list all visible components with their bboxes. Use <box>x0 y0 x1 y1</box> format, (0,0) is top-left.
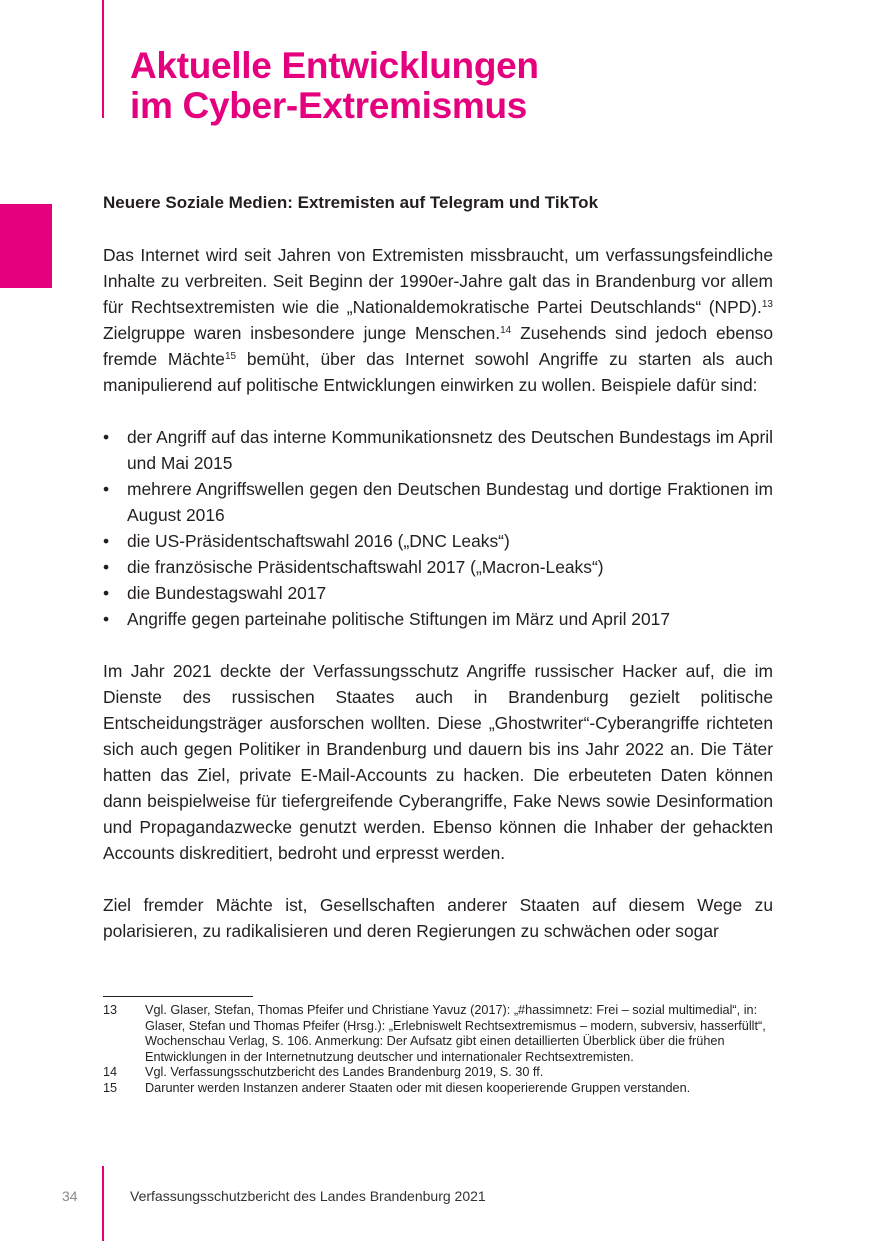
bullet-icon: • <box>103 609 110 629</box>
list-item-text: der Angriff auf das interne Kommunikationsnetz des Deutschen Bundestags im April und Mai 2015 <box>127 427 773 473</box>
footnote-14 <box>103 1065 775 1081</box>
list-item-text: die Bundestagswahl 2017 <box>127 583 327 603</box>
footnote-text: Vgl. Glaser, Stefan, Thomas Pfeifer und Christiane Yavuz (2017): „#hassimnetz: Frei – sozial multimedial“, in: Glaser, Stefan und Thomas Pfeifer (Hrsg.): „Erlebniswelt Rechtsextremismus – modern, subversiv, hasserfüllt“, Wochenschau Verlag, S. 106. Anmerkung: Der Aufsatz gibt einen detaillierten Überblick über die frühen Entwicklungen in der Internetnutzung deutscher und internationaler Rechtsextremisten. <box>145 1003 766 1064</box>
footnote-15 <box>103 1081 775 1097</box>
list-item <box>103 606 773 632</box>
footnote-ref-14[interactable]: 14 <box>500 325 512 336</box>
footnote-divider <box>103 996 253 997</box>
list-item <box>103 580 773 606</box>
list-item-text: die französische Präsidentschaftswahl 2017 („Macron-Leaks“) <box>127 557 604 577</box>
section-subheading: Neuere Soziale Medien: Extremisten auf Telegram und TikTok <box>103 193 599 212</box>
footnote-number: 15 <box>103 1080 118 1095</box>
chapter-marker-tab <box>0 204 52 288</box>
footer-accent-line <box>102 1166 104 1241</box>
bullet-icon: • <box>103 427 110 447</box>
bullet-icon: • <box>103 583 110 603</box>
paragraph-intro-part-a: Das Internet wird seit Jahren von Extremisten missbraucht, um verfassungsfeindliche Inhalte zu verbreiten. Seit Beginn der 1990er-Jahre galt das in Brandenburg vor allem für Rechtsextremisten wie die „Nationaldemokratische Partei Deutschlands“ (NPD). <box>103 245 773 317</box>
paragraph-foreign-powers: Ziel fremder Mächte ist, Gesellschaften anderer Staaten auf diesem Wege zu polarisieren, zu radikalisieren und deren Regierungen zu schwächen oder sogar <box>103 895 773 941</box>
list-item <box>103 528 773 554</box>
list-item <box>103 554 773 580</box>
footnote-number: 13 <box>103 1003 118 1017</box>
list-item-text: die US-Präsidentschaftswahl 2016 („DNC Leaks“) <box>127 531 510 551</box>
footer-title: Verfassungsschutzbericht des Landes Brandenburg 2021 <box>130 1188 486 1204</box>
main-content <box>103 190 773 970</box>
list-item-text: Angriffe gegen parteinahe politische Stiftungen im März und April 2017 <box>127 609 670 629</box>
page-number: 34 <box>62 1188 78 1204</box>
footnote-ref-13[interactable]: 13 <box>761 299 773 310</box>
page-title-line-2: im Cyber-Extremismus <box>130 85 528 126</box>
footnote-13 <box>103 1003 775 1065</box>
list-item <box>103 424 773 476</box>
paragraph-intro-part-c: Zusehends sind jedoch ebenso fremde Mächte <box>103 323 774 369</box>
paragraph-ghostwriter: Im Jahr 2021 deckte der Verfassungsschutz Angriffe russischer Hacker auf, die im Dienste des russischen Staates auch in Brandenburg gezielt politische Entscheidungsträger ausforschen wollten. Diese „Ghostwriter“-Cyberangriffe richteten sich auch gegen Politiker in Brandenburg und dauern bis ins Jahr 2022 an. Die Täter hatten das Ziel, private E-Mail-Accounts zu hacken. Die erbeuteten Daten können dann beispielweise für tiefergreifende Cyberangriffe, Fake News sowie Desinformation und Propagandazwecke genutzt werden. Ebenso können die Inhaber der gehackten Accounts diskreditiert, bedroht und erpresst werden. <box>103 661 773 863</box>
footnote-number: 14 <box>103 1065 118 1079</box>
page-title-line-1: Aktuelle Entwicklungen <box>130 45 539 86</box>
bullet-icon: • <box>103 557 110 577</box>
list-item <box>103 476 773 528</box>
bullet-icon: • <box>103 479 110 499</box>
footnotes <box>103 1003 775 1096</box>
page-title <box>130 46 539 126</box>
footnote-text: Darunter werden Instanzen anderer Staaten oder mit diesen kooperierende Gruppen verstanden. <box>145 1080 691 1095</box>
paragraph-intro <box>103 242 773 398</box>
footnote-ref-15[interactable]: 15 <box>224 351 237 362</box>
paragraph-intro-part-d: bemüht, über das Internet sowohl Angriffe zu starten als auch manipulierend auf politische Entwicklungen einwirken zu wollen. Beispiele dafür sind: <box>103 349 773 395</box>
bullet-icon: • <box>103 531 110 551</box>
list-item-text: mehrere Angriffswellen gegen den Deutschen Bundestag und dortige Fraktionen im August 2016 <box>127 479 773 525</box>
examples-list <box>103 424 773 632</box>
footnote-text: Vgl. Verfassungsschutzbericht des Landes Brandenburg 2019, S. 30 ff. <box>145 1065 544 1079</box>
top-accent-line <box>102 0 104 118</box>
paragraph-intro-part-b: Zielgruppe waren insbesondere junge Menschen. <box>103 323 501 343</box>
